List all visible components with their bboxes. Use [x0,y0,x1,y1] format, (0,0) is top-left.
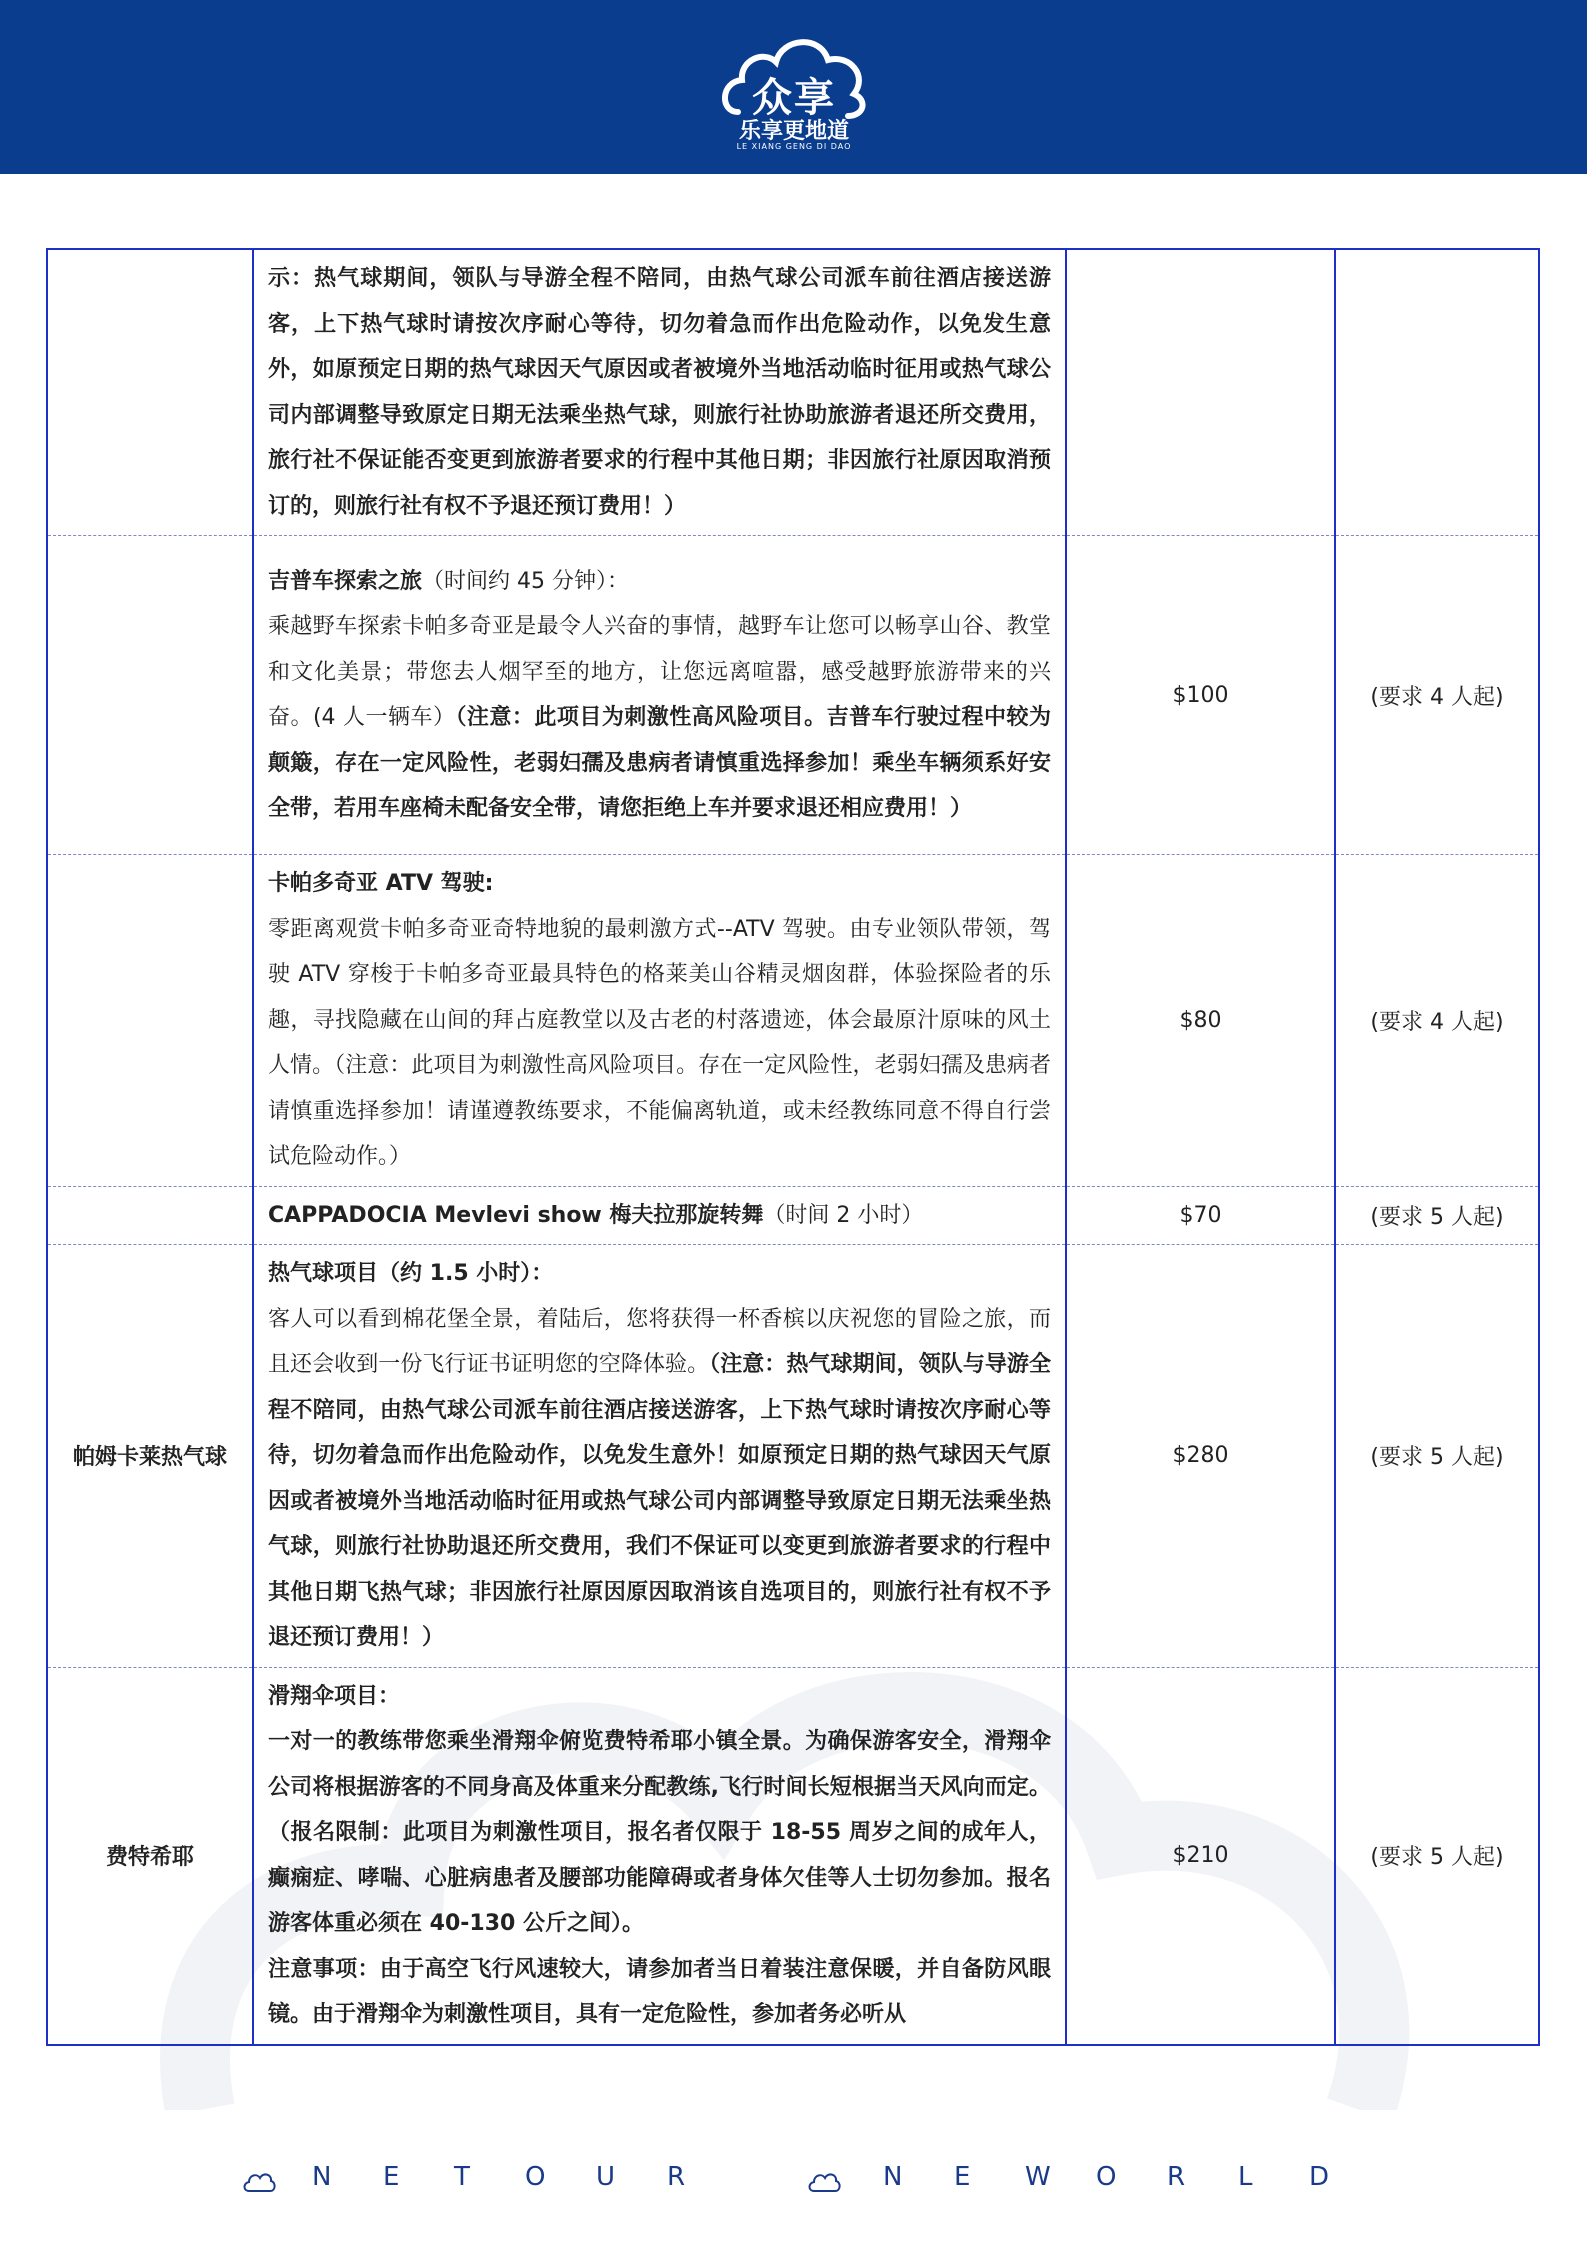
item-body: 零距离观赏卡帕多奇亚奇特地貌的最刺激方式--ATV 驾驶。由专业领队带领，驾驶 ATV 穿梭于卡帕多奇亚最具特色的格莱美山谷精灵烟囱群，体验探险者的乐趣，寻找隐藏在山间的拜占庭教堂以及古老的村落遗迹，体会最原汁原味的风土人情。（注意：此项目为刺激性高风险项目。存在一定风险性，老弱妇孺及患病者请慎重选择参加！请谨遵教练要求，不能偏离轨道，或未经教练同意不得自行尝试危险动作。） [268,916,1051,1169]
footer-letter: R [1167,2162,1186,2192]
price-cell: $210 [1066,1667,1335,2045]
requirement-cell: (要求 4 人起) [1335,855,1539,1187]
optional-tours-table [46,248,1540,2046]
table-row [47,536,1539,855]
logo-main-text: 众享 [752,75,836,121]
cloud-icon [242,2170,276,2194]
footer-letter: T [454,2162,470,2192]
location-cell: 费特希耶 [47,1667,253,2045]
table-row [47,1667,1539,2045]
item-note: （注意：热气球期间，领队与导游全程不陪同，由热气球公司派车前往酒店接送游客，上下热气球时请按次序耐心等待，切勿着急而作出危险动作，以免发生意外！如原预定日期的热气球因天气原因或者被境外当地活动临时征用或热气球公司内部调整导致原定日期无法乘坐热气球，则旅行社协助退还所交费用，我们不保证可以变更到旅游者要求的行程中其他日期飞热气球；非因旅行社原因原因取消该自选项目的，则旅行社有权不予退还预订费用！） [268,1352,1051,1650]
description-cell [253,536,1066,855]
description-cell [253,249,1066,536]
footer-neworld [883,2162,1380,2202]
footer-letter: R [667,2162,686,2192]
footer-letter: N [883,2162,903,2192]
footer-letter: E [954,2162,971,2192]
footer-letter: O [1096,2162,1117,2192]
cloud-icon [807,2170,841,2194]
price-cell: $70 [1066,1186,1335,1245]
item-title: 卡帕多奇亚 ATV 驾驶: [268,871,494,896]
table-row [47,249,1539,536]
footer-letter: D [1309,2162,1330,2192]
table-row [47,1186,1539,1245]
table-row [47,1245,1539,1668]
price-cell: $280 [1066,1245,1335,1668]
requirement-cell: (要求 5 人起) [1335,1186,1539,1245]
description-cell [253,1667,1066,2045]
location-cell [47,536,253,855]
brand-logo [718,24,870,154]
item-body: 乘越野车探索卡帕多奇亚是最令人兴奋的事情，越野车让您可以畅享山谷、教堂和文化美景；带您去人烟罕至的地方，让您远离喧嚣，感受越野旅游带来的兴奋。(4 人一辆车） [268,614,1051,730]
item-note: 示：热气球期间，领队与导游全程不陪同，由热气球公司派车前往酒店接送游客，上下热气球时请按次序耐心等待，切勿着急而作出危险动作，以免发生意外，如原预定日期的热气球因天气原因或者被境外当地活动临时征用或热气球公司内部调整导致原定日期无法乘坐热气球，则旅行社协助旅游者退还所交费用，旅行社不保证能否变更到旅游者要求的行程中其他日期；非因旅行社原因取消预订的，则旅行社有权不予退还预订费用！） [268,266,1051,519]
location-cell [47,249,253,536]
location-cell: 帕姆卡莱热气球 [47,1245,253,1668]
item-note-2: 注意事项：由于高空飞行风速较大，请参加者当日着装注意保暖，并自备防风眼镜。由于滑翔伞为刺激性项目，具有一定危险性，参加者务必听从 [268,1956,1051,2027]
requirement-cell [1335,249,1539,536]
footer-netour [312,2162,738,2202]
item-note: 一对一的教练带您乘坐滑翔伞俯览费特希耶小镇全景。为确保游客安全，滑翔伞公司将根据游客的不同身高及体重来分配教练,飞行时间长短根据当天风向而定。（报名限制：此项目为刺激性项目，报名者仅限于 18-55 周岁之间的成年人，癫痫症、哮喘、心脏病患者及腰部功能障碍或者身体欠佳等人士切勿参加。报名游客体重必须在 40-130 公斤之间）。 [268,1729,1051,1936]
location-cell [47,1186,253,1245]
page-header [0,0,1587,174]
footer-letter: L [1238,2162,1253,2192]
description-cell [253,855,1066,1187]
requirement-cell: (要求 5 人起) [1335,1667,1539,2045]
item-title-suffix: （时间 2 小时） [763,1202,924,1228]
logo-sub-text: 乐享更地道 [738,119,849,144]
logo-pinyin-text: LE XIANG GENG DI DAO [736,142,852,151]
item-note: （注意：此项目为刺激性高风险项目。吉普车行驶过程中较为颠簸，存在一定风险性，老弱妇孺及患病者请慎重选择参加！乘坐车辆须系好安全带，若用车座椅未配备安全带，请您拒绝上车并要求退还相应费用！） [268,705,1051,821]
item-title-suffix: （时间约 45 分钟）： [422,568,629,594]
description-cell [253,1186,1066,1245]
price-cell: $80 [1066,855,1335,1187]
price-cell [1066,249,1335,536]
footer-letter: E [383,2162,400,2192]
item-title: 滑翔伞项目： [268,1683,401,1709]
table-row [47,855,1539,1187]
requirement-cell: (要求 5 人起) [1335,1245,1539,1668]
item-title: 热气球项目（约 1.5 小时）： [268,1261,554,1286]
item-title: 吉普车探索之旅 [268,568,423,594]
footer-letter: O [525,2162,546,2192]
footer-letter: U [596,2162,616,2192]
item-body: 客人可以看到棉花堡全景，着陆后，您将获得一杯香槟以庆祝您的冒险之旅，而且还会收到一份飞行证书证明您的空降体验。 [268,1306,1051,1377]
footer-letter: N [312,2162,332,2192]
item-title: CAPPADOCIA Mevlevi show 梅夫拉那旋转舞 [268,1202,764,1228]
requirement-cell: (要求 4 人起) [1335,536,1539,855]
location-cell [47,855,253,1187]
price-cell: $100 [1066,536,1335,855]
description-cell [253,1245,1066,1668]
footer-letter: W [1025,2162,1051,2192]
